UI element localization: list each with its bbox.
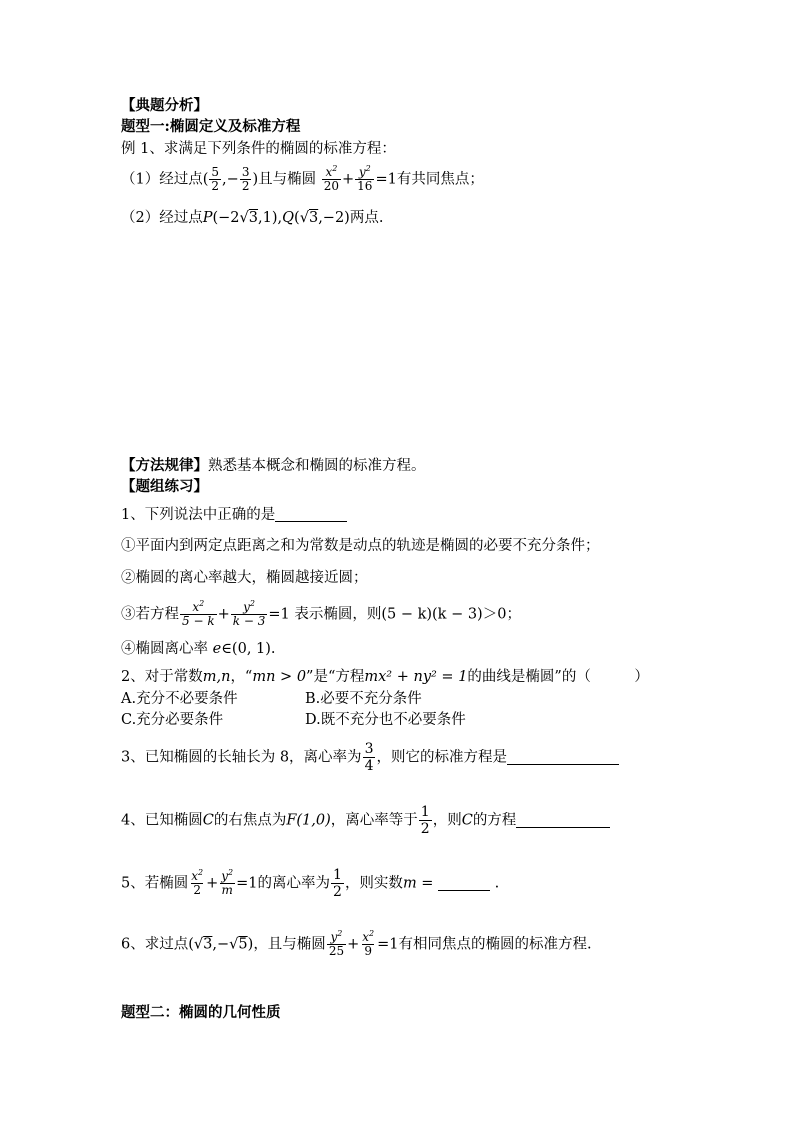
answer-blank[interactable] — [507, 750, 619, 765]
q6-frac-y — [327, 931, 346, 958]
frac-denominator: 9 — [364, 944, 372, 958]
frac-denominator: 2 — [211, 179, 220, 193]
sqrt-icon: √ — [299, 210, 309, 226]
equals-one: =1 — [375, 171, 397, 188]
ex1-frac-5-2 — [209, 166, 221, 193]
q5-tail: . — [494, 875, 500, 892]
q5-pre: 5、若椭圆 — [121, 875, 189, 892]
q1-statement-1: ①平面内到两定点距离之和为常数是动点的轨迹是椭圆的必要不充分条件； — [121, 538, 600, 554]
s3-condition: (5 − k)(k − 3)＞0； — [381, 606, 521, 623]
q1-statement-4 — [121, 639, 276, 659]
q5-frac-y — [219, 870, 235, 897]
q4-C2: C — [461, 812, 473, 829]
q5-mid: =1的离心率为 — [236, 875, 331, 892]
frac-numerator: $x^2$ — [362, 929, 375, 944]
q3-frac — [363, 741, 376, 774]
frac-numerator: $y^2$ — [330, 929, 343, 944]
q4-pre: 4、已知椭圆 — [121, 812, 203, 829]
q5-frac-ecc — [331, 867, 344, 900]
q2-mid2: ”是“方程 — [306, 669, 365, 685]
frac-numerator: $x^2$ — [191, 868, 204, 883]
ex1-mid-text: 且与椭圆 — [258, 171, 317, 188]
s3-frac-y — [231, 601, 268, 628]
plus-sign: + — [342, 171, 355, 188]
example1-part2 — [121, 208, 383, 228]
frac-denominator: 2 — [333, 884, 342, 900]
q6-stem — [121, 931, 592, 958]
q5-frac-x — [189, 870, 205, 897]
frac-numerator: 1 — [420, 804, 430, 820]
q6-mid-pt: ,− — [212, 936, 230, 953]
s3-mid: =1 表示椭圆，则 — [268, 606, 382, 623]
q4-frac — [419, 804, 432, 837]
section-heading-practice: 【题组练习】 — [121, 478, 208, 495]
q2-options-row2 — [121, 710, 466, 730]
answer-blank[interactable] — [438, 876, 490, 891]
q3-stem — [121, 741, 619, 774]
q2-option-a[interactable]: A.充分不必要条件 — [121, 691, 238, 707]
frac-numerator: 3 — [364, 741, 374, 757]
type1-title: 题型一:椭圆定义及标准方程 — [121, 118, 301, 135]
q6-mid: ，且与椭圆 — [253, 936, 326, 953]
q-close: ,−2) — [318, 210, 350, 226]
sqrt-radicand: 3 — [308, 210, 319, 226]
q5-eq: = — [416, 875, 439, 892]
ex1-comma-minus: ,− — [222, 171, 239, 188]
q4-mid2: ，离心率等于 — [330, 812, 418, 829]
frac-denominator: 4 — [364, 758, 374, 774]
sqrt-icon: √ — [193, 936, 204, 953]
frac-numerator: 3 — [241, 165, 250, 179]
s3-pre: ③若方程 — [121, 606, 179, 623]
ex2-tail: 两点. — [349, 210, 384, 226]
q6-tail: =1有相同焦点的椭圆的标准方程. — [377, 936, 592, 953]
ex2-label: （2）经过点 — [121, 210, 203, 226]
q2-vars: m,n — [202, 669, 231, 685]
sqrt-icon: √ — [229, 936, 239, 953]
q1-statement-3 — [121, 601, 521, 628]
q6-pt-open: ( — [188, 936, 194, 953]
example1-intro: 例 1、求满足下列条件的椭圆的标准方程： — [121, 141, 396, 157]
frac-denominator: 5 − k — [182, 614, 215, 628]
plus-sign: + — [347, 936, 360, 953]
q4-mid1: 的右焦点为 — [213, 812, 287, 829]
q1-statement-2: ②椭圆的离心率越大，椭圆越接近圆； — [121, 570, 368, 586]
frac-denominator: 25 — [328, 944, 345, 958]
answer-blank[interactable] — [275, 507, 347, 522]
frac-denominator: 2 — [420, 821, 430, 837]
q2-cond: mn > 0 — [252, 669, 307, 685]
ex1-frac-3-2 — [240, 166, 252, 193]
q6-pre: 6、求过点 — [121, 936, 189, 953]
sqrt-icon: √ — [239, 210, 249, 226]
ex1-label: （1）经过点 — [121, 171, 203, 188]
s4-rest: ∈(0, 1). — [221, 641, 276, 657]
sqrt-radicand: 5 — [238, 936, 248, 953]
q2-tail: 的曲线是椭圆”的（ ） — [467, 669, 649, 685]
q-open: ( — [294, 210, 300, 226]
sqrt-radicand: 3 — [203, 936, 213, 953]
q4-mid3: ，则 — [432, 812, 462, 829]
section-heading-analysis: 【典题分析】 — [121, 97, 208, 114]
q3-pre: 3、已知椭圆的长轴长为 8，离心率为 — [121, 749, 362, 766]
frac-denominator: 2 — [193, 883, 201, 897]
q4-stem — [121, 804, 610, 837]
ex1-point-close: ) — [252, 171, 259, 188]
plus-sign: + — [217, 606, 230, 623]
method-label: 【方法规律】 — [121, 457, 208, 474]
frac-numerator: $x^2$ — [325, 164, 338, 179]
point-Q: Q — [282, 210, 295, 226]
q1-stem-text: 1、下列说法中正确的是 — [121, 507, 276, 523]
frac-denominator: 20 — [323, 179, 340, 193]
q4-tail: 的方程 — [472, 812, 517, 829]
q4-focus: F(1,0) — [286, 812, 331, 829]
q4-C: C — [202, 812, 214, 829]
frac-numerator: $y^2$ — [243, 599, 255, 614]
q2-mid1: ，“ — [230, 669, 253, 685]
frac-denominator: m — [221, 883, 233, 897]
plus-sign: + — [206, 875, 219, 892]
q6-pt-close: ) — [247, 936, 254, 953]
answer-blank[interactable] — [516, 813, 610, 828]
ex1-ellipse-term-x — [322, 166, 341, 193]
q2-option-c[interactable]: C.充分必要条件 — [121, 712, 224, 728]
q2-option-b[interactable]: B.必要不充分条件 — [305, 691, 422, 707]
p-open: (−2 — [212, 210, 240, 226]
s3-frac-x — [180, 601, 217, 628]
s4-e: e — [212, 641, 222, 657]
q5-m: m — [402, 875, 417, 892]
q2-stem — [121, 667, 649, 687]
method-text: 熟悉基本概念和椭圆的标准方程。 — [208, 458, 426, 474]
q1-stem — [121, 505, 347, 525]
q3-tail: ，则它的标准方程是 — [376, 749, 507, 766]
frac-denominator: 16 — [357, 179, 373, 193]
frac-numerator: $x^2$ — [192, 599, 205, 614]
frac-numerator: 5 — [211, 165, 220, 179]
q6-frac-x — [360, 931, 376, 958]
p-close: ,1), — [258, 210, 283, 226]
frac-numerator: 1 — [333, 867, 342, 883]
q2-option-d[interactable]: D.既不充分也不必要条件 — [305, 712, 466, 728]
point-P: P — [202, 210, 213, 226]
frac-numerator: $y^2$ — [221, 868, 234, 883]
s4-pre: ④椭圆离心率 — [121, 641, 208, 657]
example1-part1 — [121, 166, 484, 193]
q2-pre: 2、对于常数 — [121, 669, 203, 685]
q5-mid2: ，则实数 — [344, 875, 403, 892]
method-line — [121, 456, 426, 476]
frac-denominator: k − 3 — [232, 614, 266, 628]
ex1-ellipse-term-y — [355, 166, 374, 193]
type2-title: 题型二：椭圆的几何性质 — [121, 1004, 281, 1021]
sqrt-radicand: 3 — [248, 210, 259, 226]
ex1-point-open: ( — [202, 171, 209, 188]
ex1-tail: 有共同焦点； — [396, 171, 484, 188]
q2-equation: mx² + ny² = 1 — [364, 669, 468, 685]
q5-stem — [121, 867, 499, 900]
frac-numerator: $y^2$ — [358, 164, 371, 179]
q2-options-row1 — [121, 689, 422, 709]
frac-denominator: 2 — [241, 179, 250, 193]
